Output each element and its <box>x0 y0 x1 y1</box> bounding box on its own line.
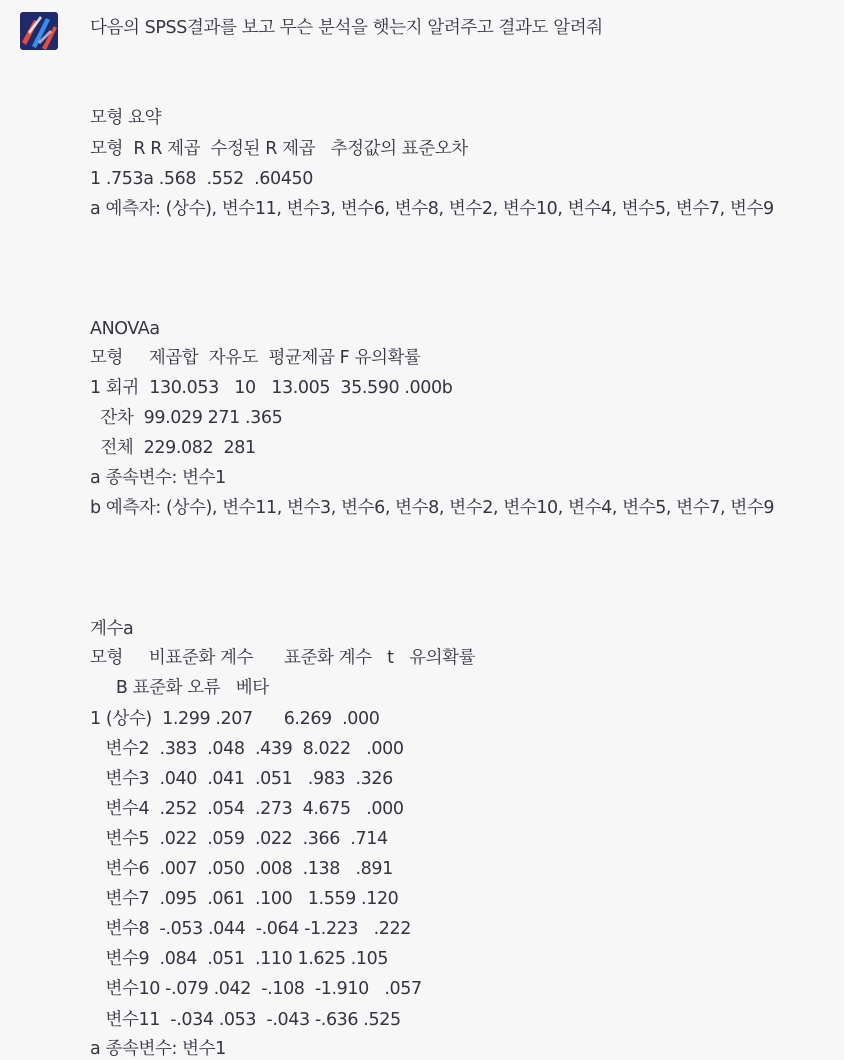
anova-note-a: a 종속변수: 변수1 <box>90 468 226 488</box>
model-summary-header: 모형 R R 제곱 수정된 R 제곱 추정값의 표준오차 <box>90 139 468 159</box>
coefficients-title: 계수a <box>90 619 134 639</box>
user-avatar-icon <box>20 12 58 50</box>
model-summary-title: 모형 요약 <box>90 108 162 128</box>
model-summary-row: 1 .753a .568 .552 .60450 <box>90 169 313 189</box>
coefficients-row: 변수11 -.034 .053 -.043 -.636 .525 <box>90 1010 401 1030</box>
question-text: 다음의 SPSS결과를 보고 무슨 분석을 햇는지 알려주고 결과도 알려줘 <box>90 18 603 38</box>
coefficients-header: 모형 비표준화 계수 표준화 계수 t 유의확률 <box>90 648 476 668</box>
coefficients-row: 변수9 .084 .051 .110 1.625 .105 <box>90 949 389 969</box>
anova-row: 잔차 99.029 271 .365 <box>90 408 283 428</box>
anova-row: 1 회귀 130.053 10 13.005 35.590 .000b <box>90 378 453 398</box>
model-summary-note: a 예측자: (상수), 변수11, 변수3, 변수6, 변수8, 변수2, 변수10, 변수4, 변수5, 변수7, 변수9 <box>90 199 774 219</box>
coefficients-subheader: B 표준화 오류 베타 <box>90 678 269 698</box>
coefficients-row: 변수5 .022 .059 .022 .366 .714 <box>90 829 388 849</box>
coefficients-row: 1 (상수) 1.299 .207 6.269 .000 <box>90 709 380 729</box>
user-avatar <box>20 12 58 50</box>
coefficients-note-a: a 종속변수: 변수1 <box>90 1039 226 1059</box>
anova-title: ANOVAa <box>90 319 160 339</box>
anova-row: 전체 229.082 281 <box>90 438 256 458</box>
anova-header: 모형 제곱합 자유도 평균제곱 F 유의확률 <box>90 348 421 368</box>
coefficients-row: 변수10 -.079 .042 -.108 -1.910 .057 <box>90 979 422 999</box>
coefficients-row: 변수6 .007 .050 .008 .138 .891 <box>90 859 393 879</box>
coefficients-row: 변수7 .095 .061 .100 1.559 .120 <box>90 889 399 909</box>
coefficients-row: 변수4 .252 .054 .273 4.675 .000 <box>90 799 404 819</box>
coefficients-row: 변수3 .040 .041 .051 .983 .326 <box>90 769 393 789</box>
coefficients-row: 변수2 .383 .048 .439 8.022 .000 <box>90 739 404 759</box>
coefficients-row: 변수8 -.053 .044 -.064 -1.223 .222 <box>90 919 411 939</box>
anova-note-b: b 예측자: (상수), 변수11, 변수3, 변수6, 변수8, 변수2, 변수10, 변수4, 변수5, 변수7, 변수9 <box>90 498 775 518</box>
